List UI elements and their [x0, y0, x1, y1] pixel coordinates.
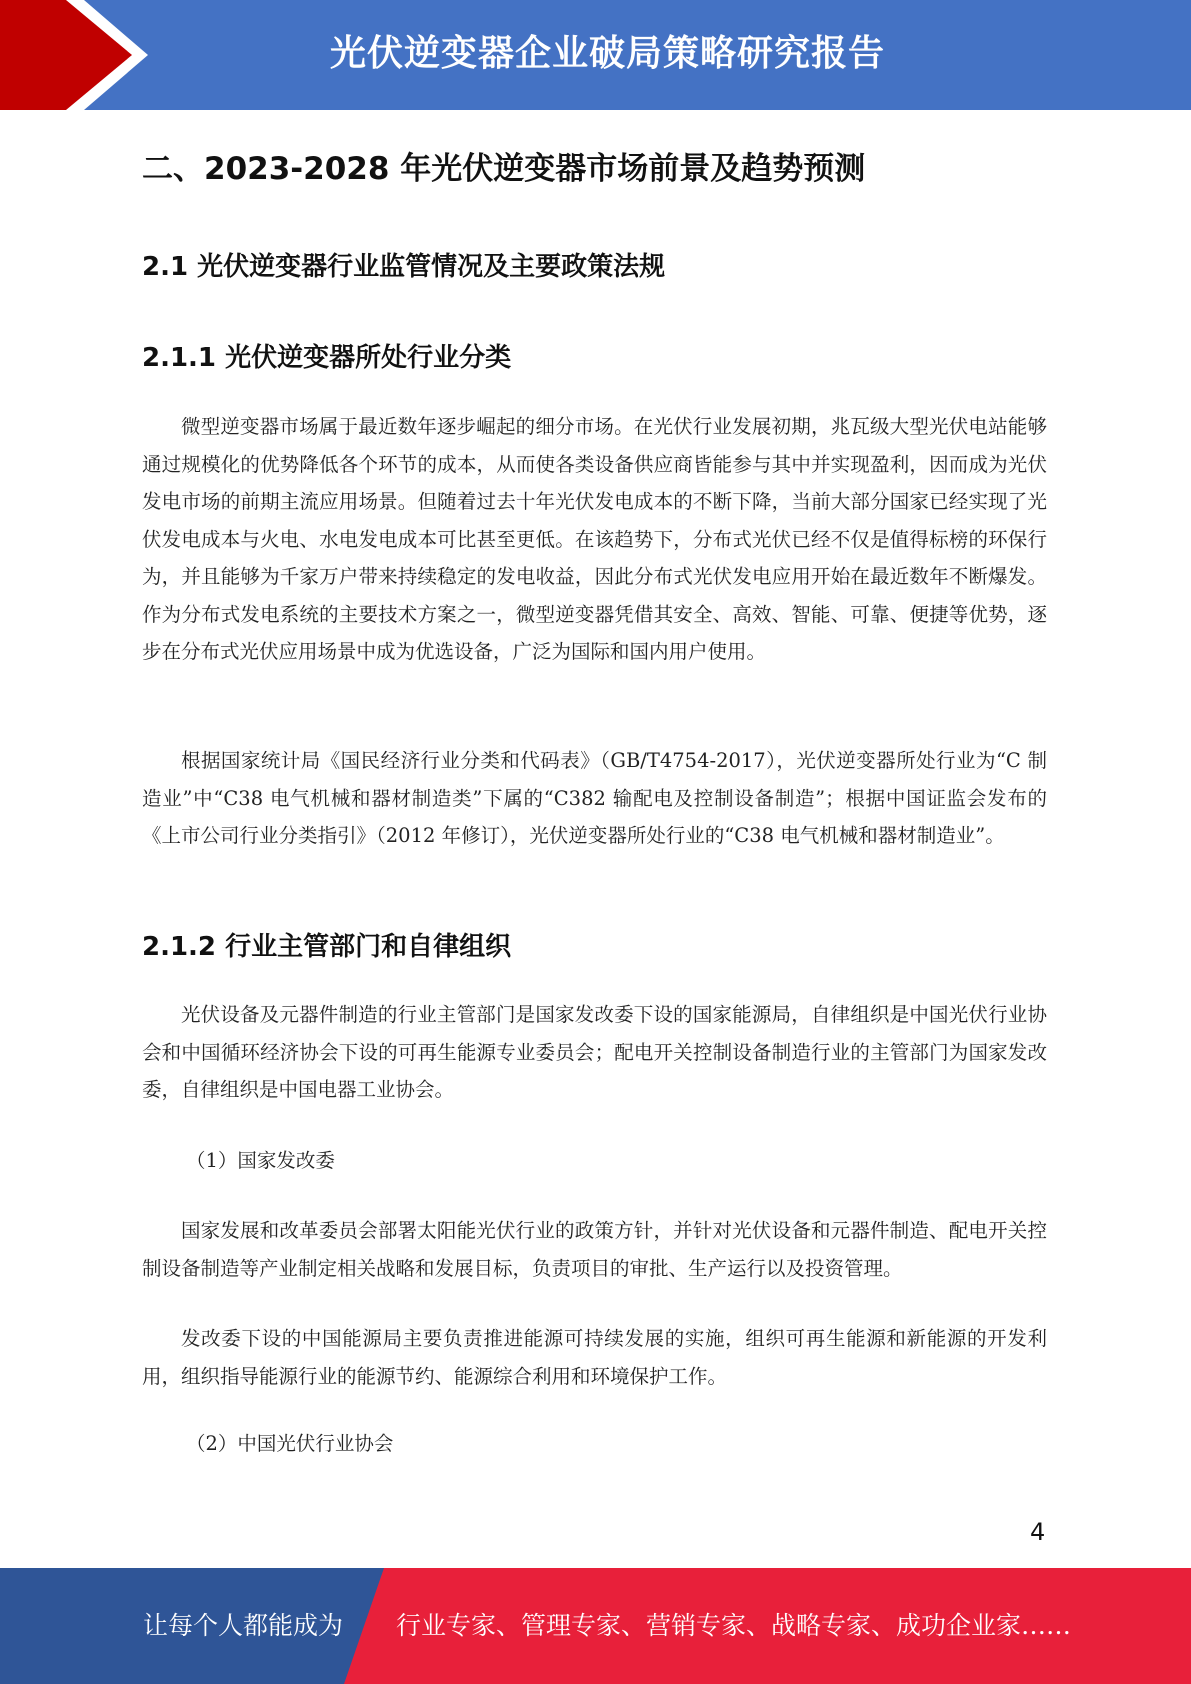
paragraph-classification-standard: 根据国家统计局《国民经济行业分类和代码表》（GB/T4754-2017），光伏逆变器所处行业为“C 制造业”中“C38 电气机械和器材制造类”下属的“C382 输配电及控制设备制造”；根据中国证监会发布的《上市公司行业分类指引》（2012 年修订），光伏逆变器所处行业的“C38 电气机械和器材制造业”。 [142, 749, 1047, 847]
paragraph-classification-intro: 微型逆变器市场属于最近数年逐步崛起的细分市场。在光伏行业发展初期，兆瓦级大型光伏电站能够通过规模化的优势降低各个环节的成本，从而使各类设备供应商皆能参与其中并实现盈利，因而成为光伏发电市场的前期主流应用场景。但随着过去十年光伏发电成本的不断下降，当前大部分国家已经实现了光伏发电成本与火电、水电发电成本可比甚至更低。在该趋势下，分布式光伏已经不仅是值得标榜的环保行为，并且能够为千家万户带来持续稳定的发电收益，因此分布式光伏发电应用开始在最近数年不断爆发。作为分布式发电系统的主要技术方案之一，微型逆变器凭借其安全、高效、智能、可靠、便捷等优势，逐步在分布式光伏应用场景中成为优选设备，广泛为国际和国内用户使用。 [142, 415, 1047, 663]
paragraph-authorities: 光伏设备及元器件制造的行业主管部门是国家发改委下设的国家能源局，自律组织是中国光伏行业协会和中国循环经济协会下设的可再生能源专业委员会；配电开关控制设备制造行业的主管部门为国家发改委，自律组织是中国电器工业协会。 [142, 1003, 1047, 1101]
list-item-ndrc: （1）国家发改委 [186, 1149, 335, 1172]
paragraph-ndrc: 国家发展和改革委员会部署太阳能光伏行业的政策方针，并针对光伏设备和元器件制造、配电开关控制设备制造等产业制定相关战略和发展目标，负责项目的审批、生产运行以及投资管理。 [142, 1219, 1047, 1280]
page-number: 4 [1030, 1518, 1046, 1546]
paragraph-energy-bureau: 发改委下设的中国能源局主要负责推进能源可持续发展的实施，组织可再生能源和新能源的开发利用，组织指导能源行业的能源节约、能源综合利用和环境保护工作。 [142, 1327, 1047, 1388]
report-title: 光伏逆变器企业破局策略研究报告 [330, 33, 886, 74]
section-heading: 2.1 光伏逆变器行业监管情况及主要政策法规 [142, 252, 666, 282]
footer-slogan-left: 让每个人都能成为 [143, 1611, 344, 1640]
chapter-heading: 二、2023-2028 年光伏逆变器市场前景及趋势预测 [142, 151, 866, 187]
footer-slogan-right: 行业专家、管理专家、营销专家、战略专家、成功企业家…… [396, 1611, 1072, 1640]
list-item-pv-association: （2）中国光伏行业协会 [186, 1432, 394, 1455]
footer-band [0, 1568, 1191, 1684]
red-arrow-decoration [0, 0, 160, 110]
subsection-heading-authorities: 2.1.2 行业主管部门和自律组织 [142, 932, 512, 962]
header-band [0, 0, 1191, 110]
subsection-heading-classification: 2.1.1 光伏逆变器所处行业分类 [142, 343, 512, 373]
